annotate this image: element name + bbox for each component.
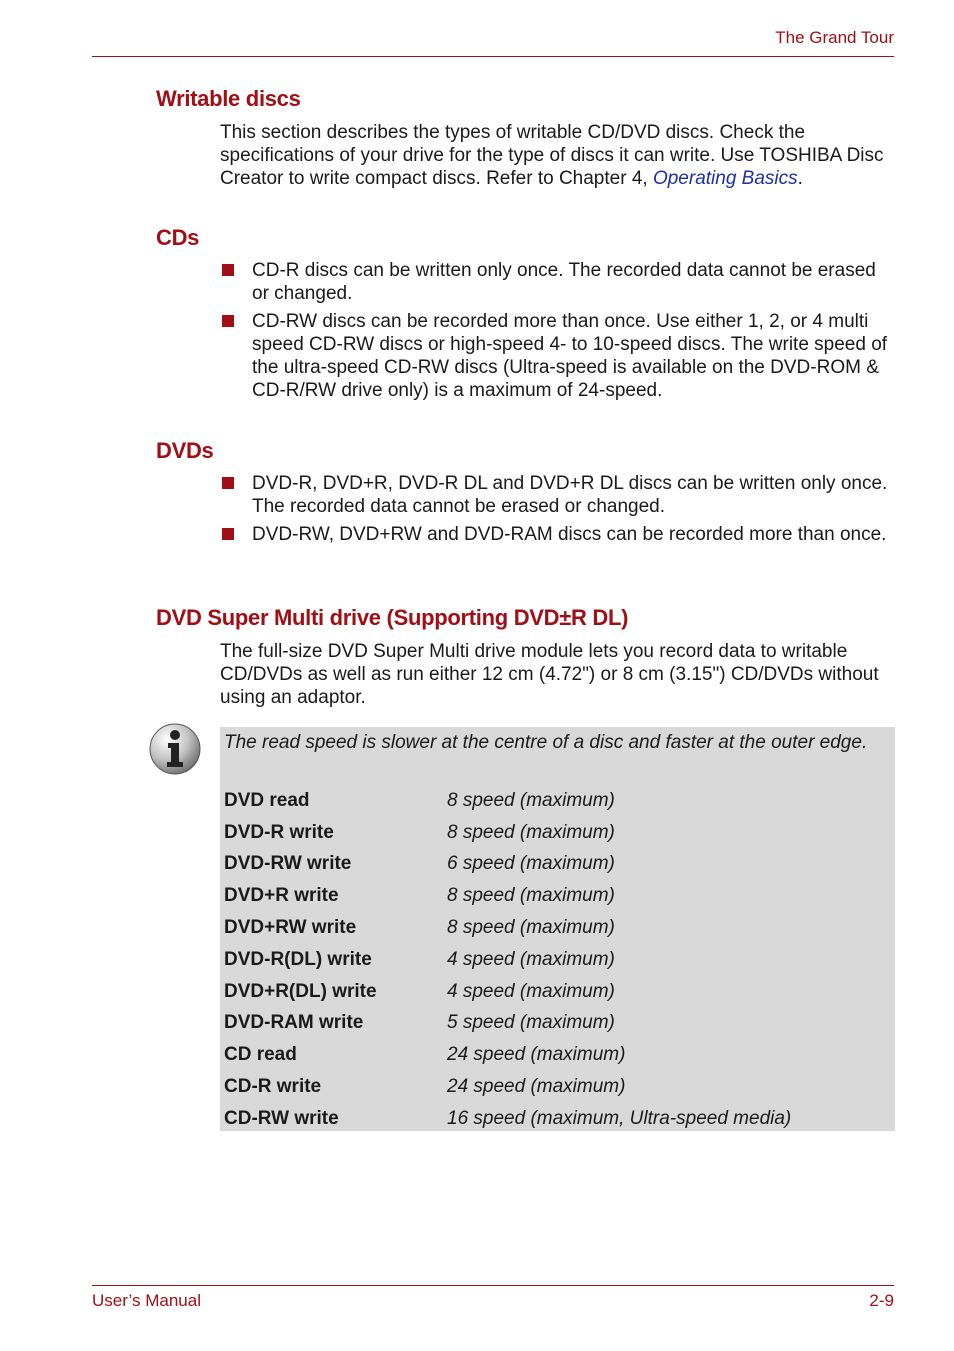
dvds-list (220, 472, 896, 551)
page-number: 2-9 (869, 1291, 894, 1310)
header-rule (92, 56, 894, 57)
table-row (220, 880, 895, 912)
note-box (220, 727, 895, 1131)
speed-label: CD-RW write (224, 1107, 339, 1129)
speed-label: DVD-R(DL) write (224, 948, 372, 970)
writable-discs-text: This section describes the types of writable CD/DVD discs. Check the specifications of your drive for the type of discs it can write. Use TOSHIBA Disc Creator to write compact discs. Refer to Chapter 4, (220, 122, 884, 189)
heading-writable-discs: Writable discs (156, 86, 301, 111)
list-item-text: CD-R discs can be written only once. The recorded data cannot be erased or changed. (252, 260, 876, 304)
table-row (220, 849, 895, 881)
speed-label: DVD-RAM write (224, 1012, 364, 1034)
operating-basics-link[interactable]: Operating Basics (652, 168, 798, 189)
square-bullet-icon (222, 264, 234, 276)
table-row (220, 1008, 895, 1040)
list-item (220, 523, 896, 546)
speed-value: 8 speed (maximum) (447, 789, 615, 811)
footer-manual-title: User’s Manual (92, 1291, 201, 1310)
list-item-text: CD-RW discs can be recorded more than once. Use either 1, 2, or 4 multi speed CD-RW discs or high-speed 4- to 10-speed discs. The write speed of the ultra-speed CD-RW discs (Ultra-speed is available on the DVD-ROM & CD-R/RW drive only) is a maximum of 24-speed. (252, 311, 888, 401)
table-row (220, 944, 895, 976)
table-row (220, 912, 895, 944)
speed-value: 6 speed (maximum) (447, 853, 615, 875)
list-item-text: DVD-RW, DVD+RW and DVD-RAM discs can be recorded more than once. (252, 524, 887, 545)
page-header-title: The Grand Tour (775, 28, 894, 47)
speed-value: 24 speed (maximum) (447, 1076, 626, 1098)
info-icon (148, 722, 202, 776)
speed-label: CD-R write (224, 1076, 322, 1098)
speed-label: DVD+R write (224, 885, 339, 907)
speed-value: 5 speed (maximum) (447, 1012, 615, 1034)
heading-cds: CDs (156, 225, 200, 250)
super-multi-paragraph: The full-size DVD Super Multi drive module lets you record data to writable CD/DVDs as well as run either 12 cm (4.72") or 8 cm (3.15") CD/DVDs without using an adaptor. (220, 641, 879, 708)
speed-value: 4 speed (maximum) (447, 948, 615, 970)
speed-value: 8 speed (maximum) (447, 885, 615, 907)
square-bullet-icon (222, 315, 234, 327)
list-item-text: DVD-R, DVD+R, DVD-R DL and DVD+R DL discs can be written only once. The recorded data cannot be erased or changed. (252, 473, 888, 517)
list-item (220, 472, 896, 518)
speed-label: DVD-RW write (224, 853, 352, 875)
heading-dvds: DVDs (156, 438, 214, 463)
square-bullet-icon (222, 528, 234, 540)
heading-dvd-super-multi: DVD Super Multi drive (Supporting DVD±R DL) (156, 605, 629, 630)
table-row (220, 785, 895, 817)
speed-label: DVD+RW write (224, 917, 357, 939)
cds-list (220, 259, 896, 407)
table-row (220, 976, 895, 1008)
table-row (220, 1103, 895, 1135)
speed-label: DVD-R write (224, 821, 334, 843)
speed-table (220, 785, 895, 1135)
speed-value: 4 speed (maximum) (447, 980, 615, 1002)
footer-rule (92, 1285, 894, 1286)
speed-label: DVD read (224, 789, 310, 811)
table-row (220, 817, 895, 849)
speed-value: 8 speed (maximum) (447, 917, 615, 939)
list-item (220, 310, 896, 402)
note-text: The read speed is slower at the centre of a disc and faster at the outer edge. (224, 732, 868, 753)
speed-value: 16 speed (maximum, Ultra-speed media) (447, 1107, 792, 1129)
speed-label: CD read (224, 1044, 297, 1066)
writable-discs-text-end: . (797, 168, 803, 189)
table-row (220, 1039, 895, 1071)
speed-value: 24 speed (maximum) (447, 1044, 626, 1066)
square-bullet-icon (222, 477, 234, 489)
speed-value: 8 speed (maximum) (447, 821, 615, 843)
table-row (220, 1071, 895, 1103)
list-item (220, 259, 896, 305)
writable-discs-paragraph (220, 121, 896, 190)
speed-label: DVD+R(DL) write (224, 980, 377, 1002)
